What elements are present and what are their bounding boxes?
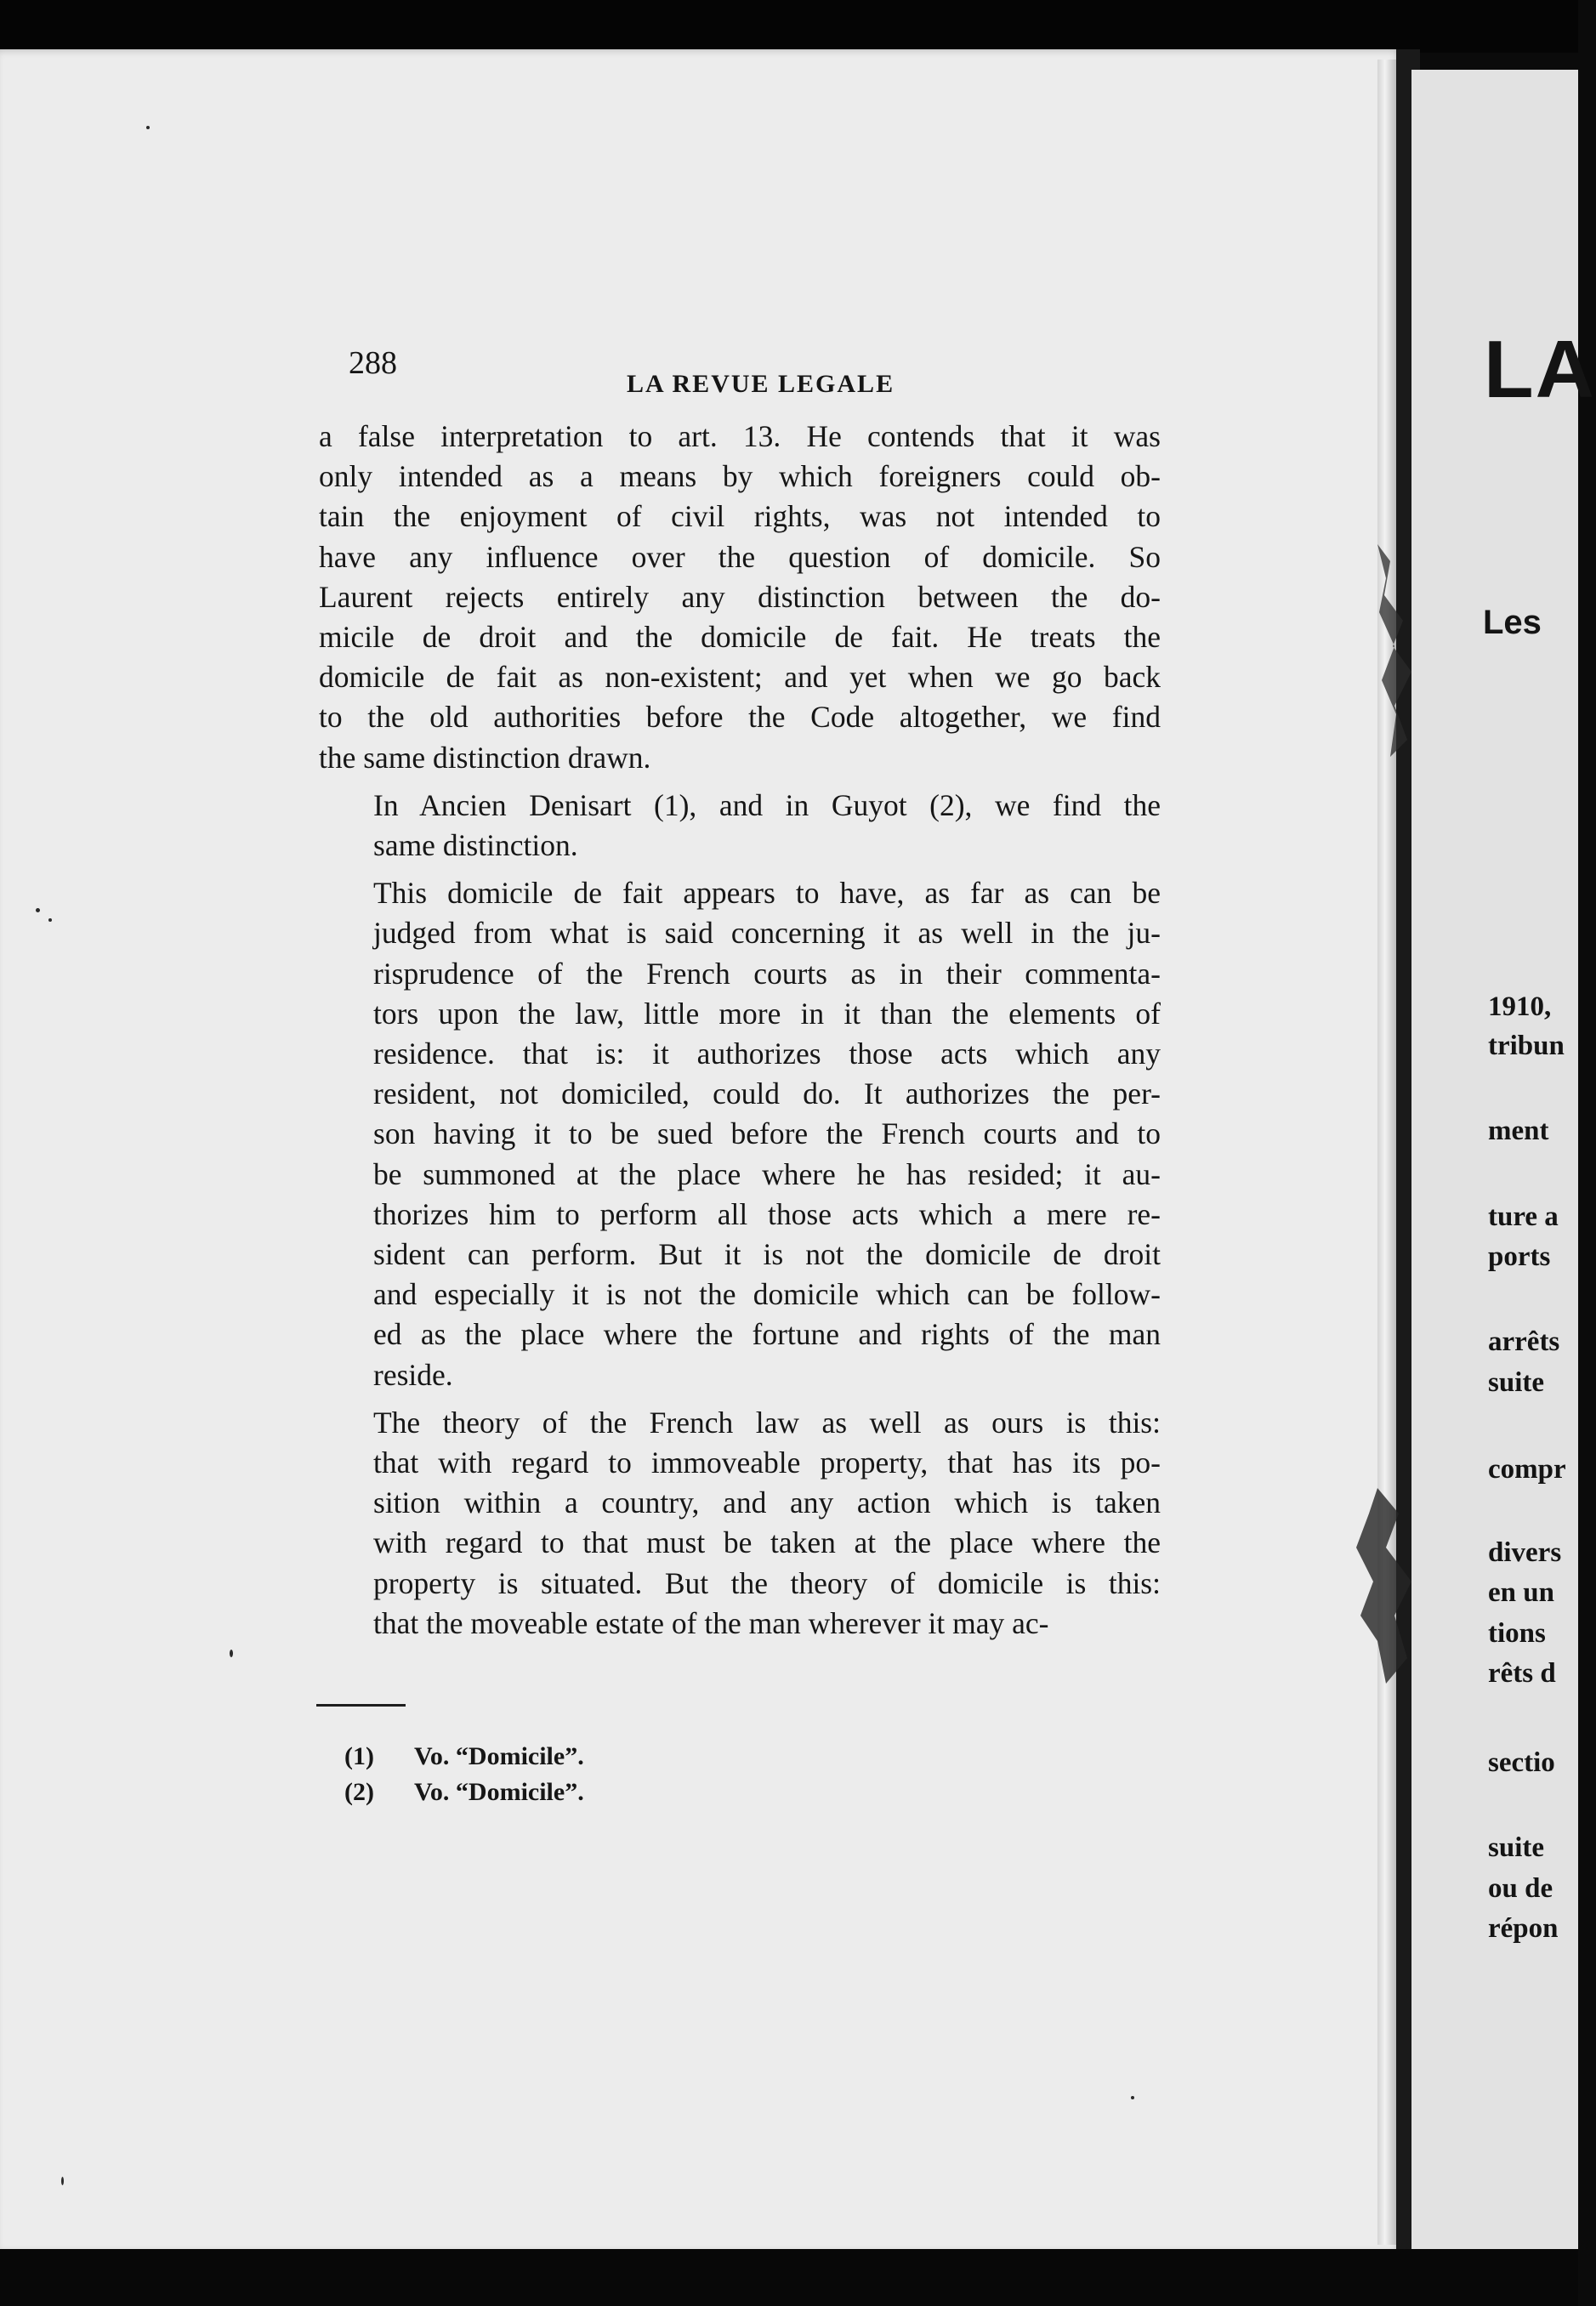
footnote-text: Vo. “Domicile”. (414, 1778, 584, 1806)
right-page-line-fragment: tions (1488, 1618, 1546, 1649)
text-line: reside. (373, 1357, 453, 1392)
text-line: that with regard to immoveable property, that has its po- (373, 1446, 1161, 1480)
scan-border-bottom (0, 2249, 1578, 2306)
text-line: residence. that is: it authorizes those acts which any (373, 1037, 1161, 1071)
text-line: be summoned at the place where he has resided; it au- (373, 1156, 1161, 1191)
page-edge-stain (1343, 544, 1420, 757)
right-page-line-fragment: rêts d (1488, 1658, 1556, 1689)
right-page-line-fragment: suite (1488, 1367, 1544, 1398)
text-line: resident, not domiciled, could do. It authorizes the per- (373, 1076, 1161, 1111)
text-line: only intended as a means by which foreigners could ob- (319, 459, 1161, 494)
footnote-number: (1) (344, 1742, 374, 1770)
text-line: a false interpretation to art. 13. He contends that it was (319, 419, 1161, 453)
scan-speck (1131, 2096, 1134, 2099)
text-line: judged from what is said concerning it as well in the ju- (373, 916, 1161, 951)
footnotes (344, 1739, 584, 1810)
scan-speck (146, 126, 150, 129)
text-line: risprudence of the French courts as in their commenta- (373, 956, 1161, 991)
paragraph (319, 417, 1161, 778)
right-page-line-fragment: divers (1488, 1537, 1562, 1568)
text-line: that the moveable estate of the man wherever it may ac- (373, 1605, 1049, 1640)
right-page-heading-fragment: Les (1483, 604, 1542, 641)
footnote (344, 1775, 584, 1810)
text-line: thorizes him to perform all those acts which a mere re- (373, 1196, 1161, 1231)
text-line: the same distinction drawn. (319, 740, 651, 775)
page-edge-stain-lower (1326, 1488, 1420, 1684)
text-line: The theory of the French law as well as ours is this: (373, 1405, 1161, 1440)
scan-speck (61, 2177, 64, 2185)
scan-speck (36, 908, 40, 912)
text-line: Laurent rejects entirely any distinction between the do- (319, 579, 1161, 614)
right-page-line-fragment: ture a (1488, 1201, 1559, 1232)
running-head: LA REVUE LEGALE (627, 370, 895, 398)
right-page-line-fragment: ment (1488, 1116, 1549, 1146)
right-page-line-fragment: en un (1488, 1577, 1554, 1608)
footnote-number: (2) (344, 1778, 374, 1806)
footnote-rule (316, 1704, 406, 1707)
right-page-line-fragment: 1910, (1488, 991, 1552, 1022)
page-number: 288 (349, 345, 397, 381)
text-line: This domicile de fait appears to have, as far as can be (373, 876, 1161, 911)
scan-speck (48, 918, 52, 922)
text-line: with regard to that must be taken at the place where the (373, 1525, 1161, 1560)
right-page-line-fragment: tribun (1488, 1031, 1565, 1061)
text-line: micile de droit and the domicile de fait. He treats the (319, 620, 1161, 655)
footnote (344, 1739, 584, 1775)
right-page-line-fragment: ou de (1488, 1873, 1553, 1904)
text-line: and especially it is not the domicile which can be follow- (373, 1277, 1161, 1312)
text-line: sition within a country, and any action which is taken (373, 1485, 1161, 1520)
right-page-title-fragment: LA (1484, 324, 1596, 415)
text-line: ed as the place where the fortune and rights of the man (373, 1317, 1161, 1352)
text-line: have any influence over the question of domicile. So (319, 539, 1161, 574)
left-page-edge (1377, 60, 1396, 2245)
text-line: tors upon the law, little more in it than the elements of (373, 996, 1161, 1031)
paragraph (319, 1403, 1161, 1644)
right-page-line-fragment: arrêts (1488, 1326, 1560, 1357)
text-line: domicile de fait as non-existent; and yet when we go back (319, 660, 1161, 695)
text-line: sident can perform. But it is not the domicile de droit (373, 1237, 1161, 1272)
text-line: same distinction. (373, 828, 578, 863)
right-page-line-fragment: répon (1488, 1913, 1559, 1944)
text-line: son having it to be sued before the French courts and to (373, 1116, 1161, 1151)
right-page-line-fragment: compr (1488, 1454, 1566, 1485)
right-page-line-fragment: suite (1488, 1832, 1544, 1863)
scan-speck (230, 1650, 233, 1657)
text-line: property is situated. But the theory of domicile is this: (373, 1565, 1161, 1600)
footnote-text: Vo. “Domicile”. (414, 1742, 584, 1770)
scan-border-top (0, 0, 1578, 53)
body-text (319, 417, 1161, 1651)
paragraph (319, 786, 1161, 866)
paragraph (319, 873, 1161, 1395)
text-line: tain the enjoyment of civil rights, was not intended to (319, 499, 1161, 534)
text-line: In Ancien Denisart (1), and in Guyot (2), we find the (373, 787, 1161, 822)
right-page-line-fragment: sectio (1488, 1747, 1555, 1778)
text-line: to the old authorities before the Code altogether, we find (319, 700, 1161, 735)
right-page-line-fragment: ports (1488, 1241, 1551, 1272)
